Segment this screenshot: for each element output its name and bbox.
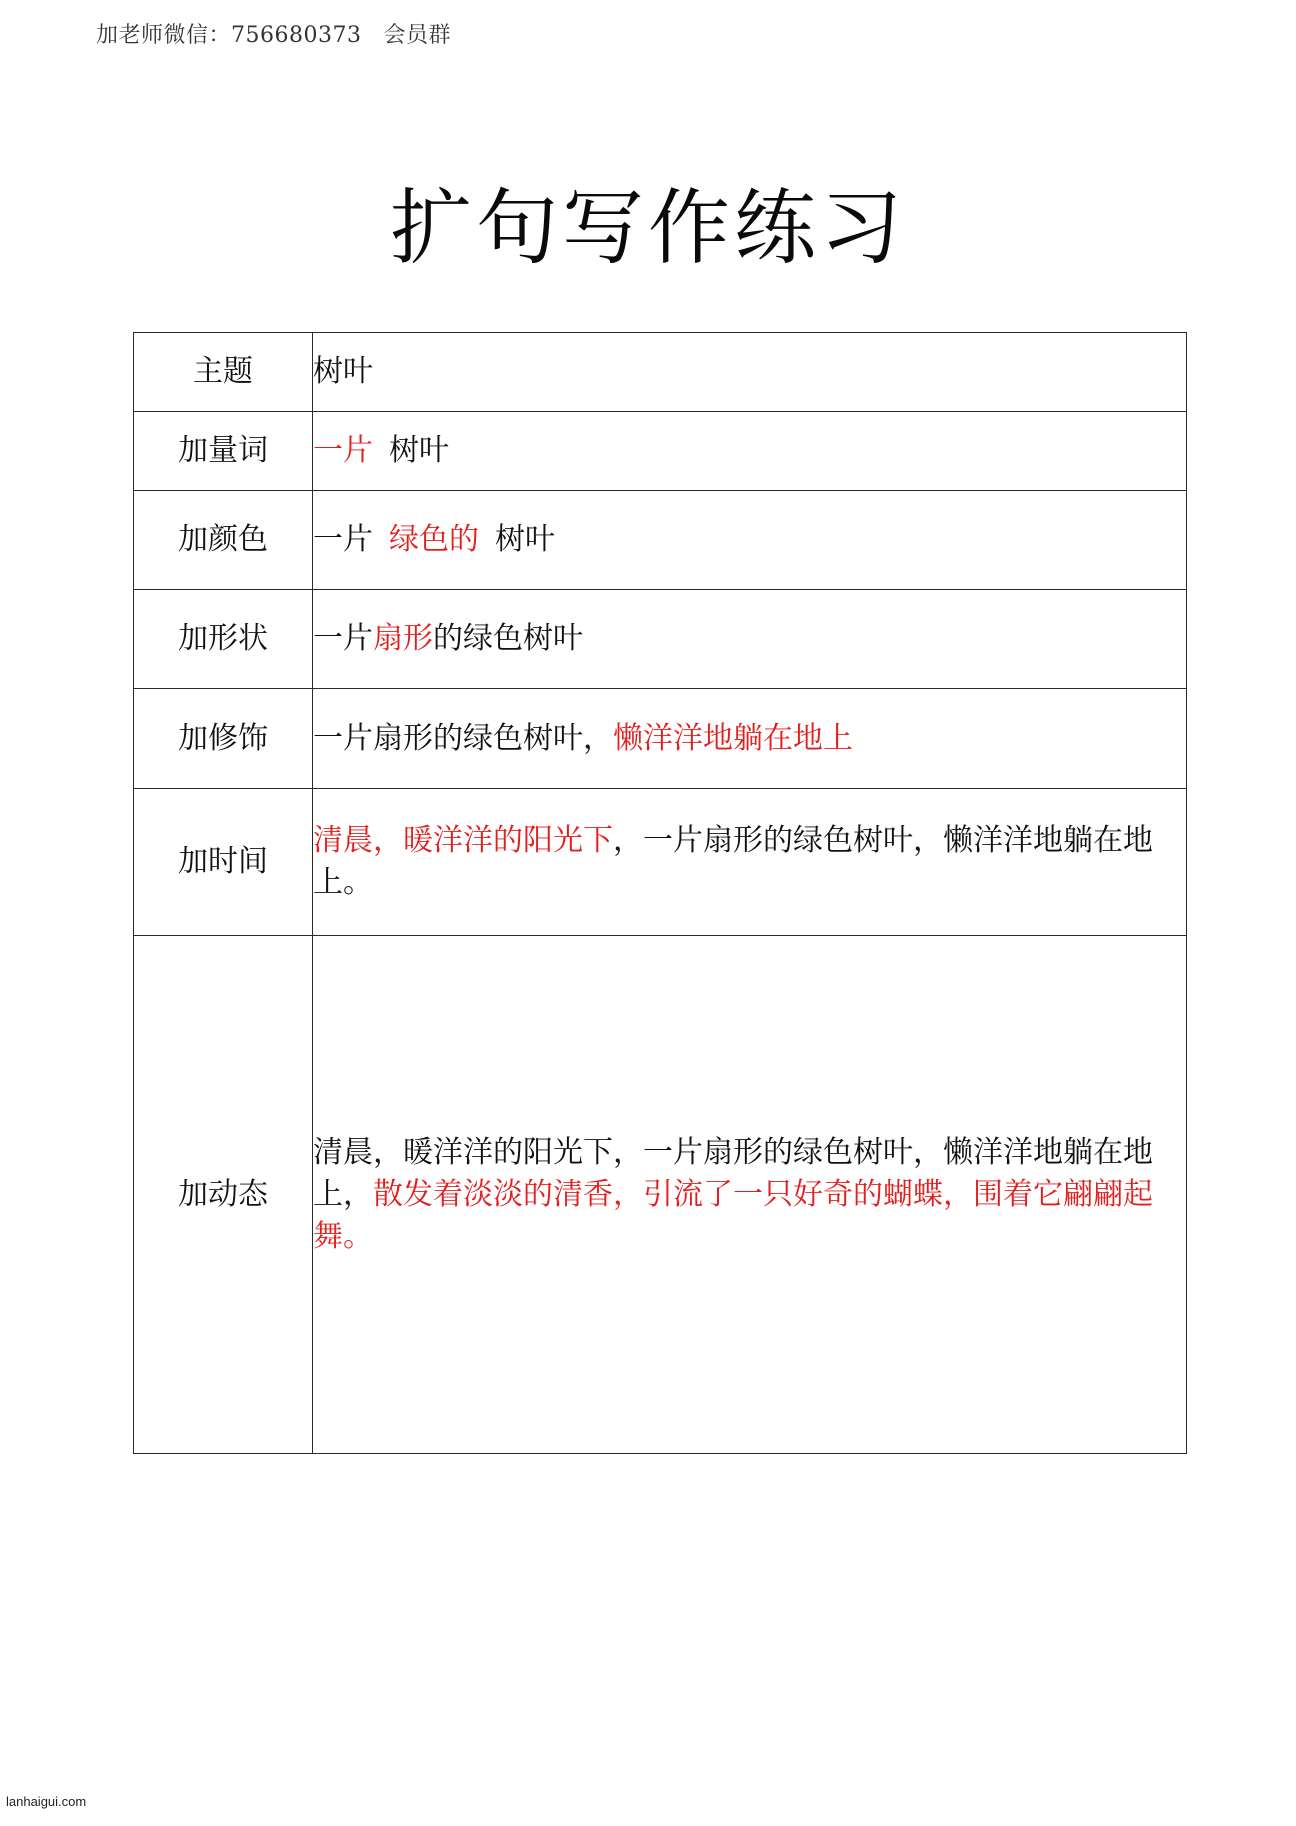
teacher-wechat: 加老师微信：756680373	[96, 23, 362, 48]
sentence-segment-added: 绿色的	[389, 522, 479, 557]
page-title: 扩句写作练习	[389, 181, 906, 276]
row-label: 加形状	[134, 590, 313, 689]
row-label: 主题	[134, 333, 313, 412]
sentence-segment: 树叶	[389, 433, 449, 468]
sentence-segment: 树叶	[313, 354, 373, 389]
sentence-segment: 一片扇形的绿色树叶，	[313, 720, 613, 756]
sentence-segment: ，一片扇形的绿色树叶，懒洋洋地躺在地上。	[313, 823, 1153, 900]
sentence-segment: 树叶	[495, 522, 555, 557]
row-sentence	[313, 789, 1187, 936]
expansion-table	[133, 332, 1187, 1454]
table-row-action	[134, 936, 1187, 1454]
sentence-segment-added: 扇形	[373, 621, 433, 656]
row-label: 加颜色	[134, 491, 313, 590]
row-label: 加动态	[134, 936, 313, 1454]
sentence-segment: 一片	[313, 621, 373, 656]
footer-site-link[interactable]: lanhaigui.com	[6, 1794, 87, 1809]
sentence-segment-added: 一片	[313, 433, 373, 468]
table-row-time	[134, 789, 1187, 936]
sentence-segment-added: 散发着淡淡的清香，引流了一只好奇的蝴蝶，围着它翩翩起舞。	[313, 1176, 1153, 1254]
sentence-segment-added: 懒洋洋地躺在地上	[613, 720, 853, 756]
header-contact-note	[96, 18, 451, 49]
table-row-shape	[134, 590, 1187, 689]
row-sentence	[313, 412, 1187, 491]
row-sentence	[313, 936, 1187, 1454]
row-sentence	[313, 491, 1187, 590]
table-row-measure-word	[134, 412, 1187, 491]
table-row-modifier	[134, 689, 1187, 789]
sentence-segment-added: 清晨，暖洋洋的阳光下	[313, 823, 613, 858]
sentence-segment: 的绿色树叶	[433, 621, 583, 656]
row-sentence	[313, 333, 1187, 412]
member-group-label: 会员群	[383, 23, 451, 48]
row-sentence	[313, 590, 1187, 689]
table-row-theme	[134, 333, 1187, 412]
row-label: 加时间	[134, 789, 313, 936]
table-row-color	[134, 491, 1187, 590]
row-label: 加量词	[134, 412, 313, 491]
sentence-segment: 一片	[313, 522, 373, 557]
row-sentence	[313, 689, 1187, 789]
row-label: 加修饰	[134, 689, 313, 789]
sentence-segment: 清晨，暖洋洋的阳光下，一片扇形的绿色树叶，懒洋洋地躺在地上，	[313, 1134, 1153, 1212]
